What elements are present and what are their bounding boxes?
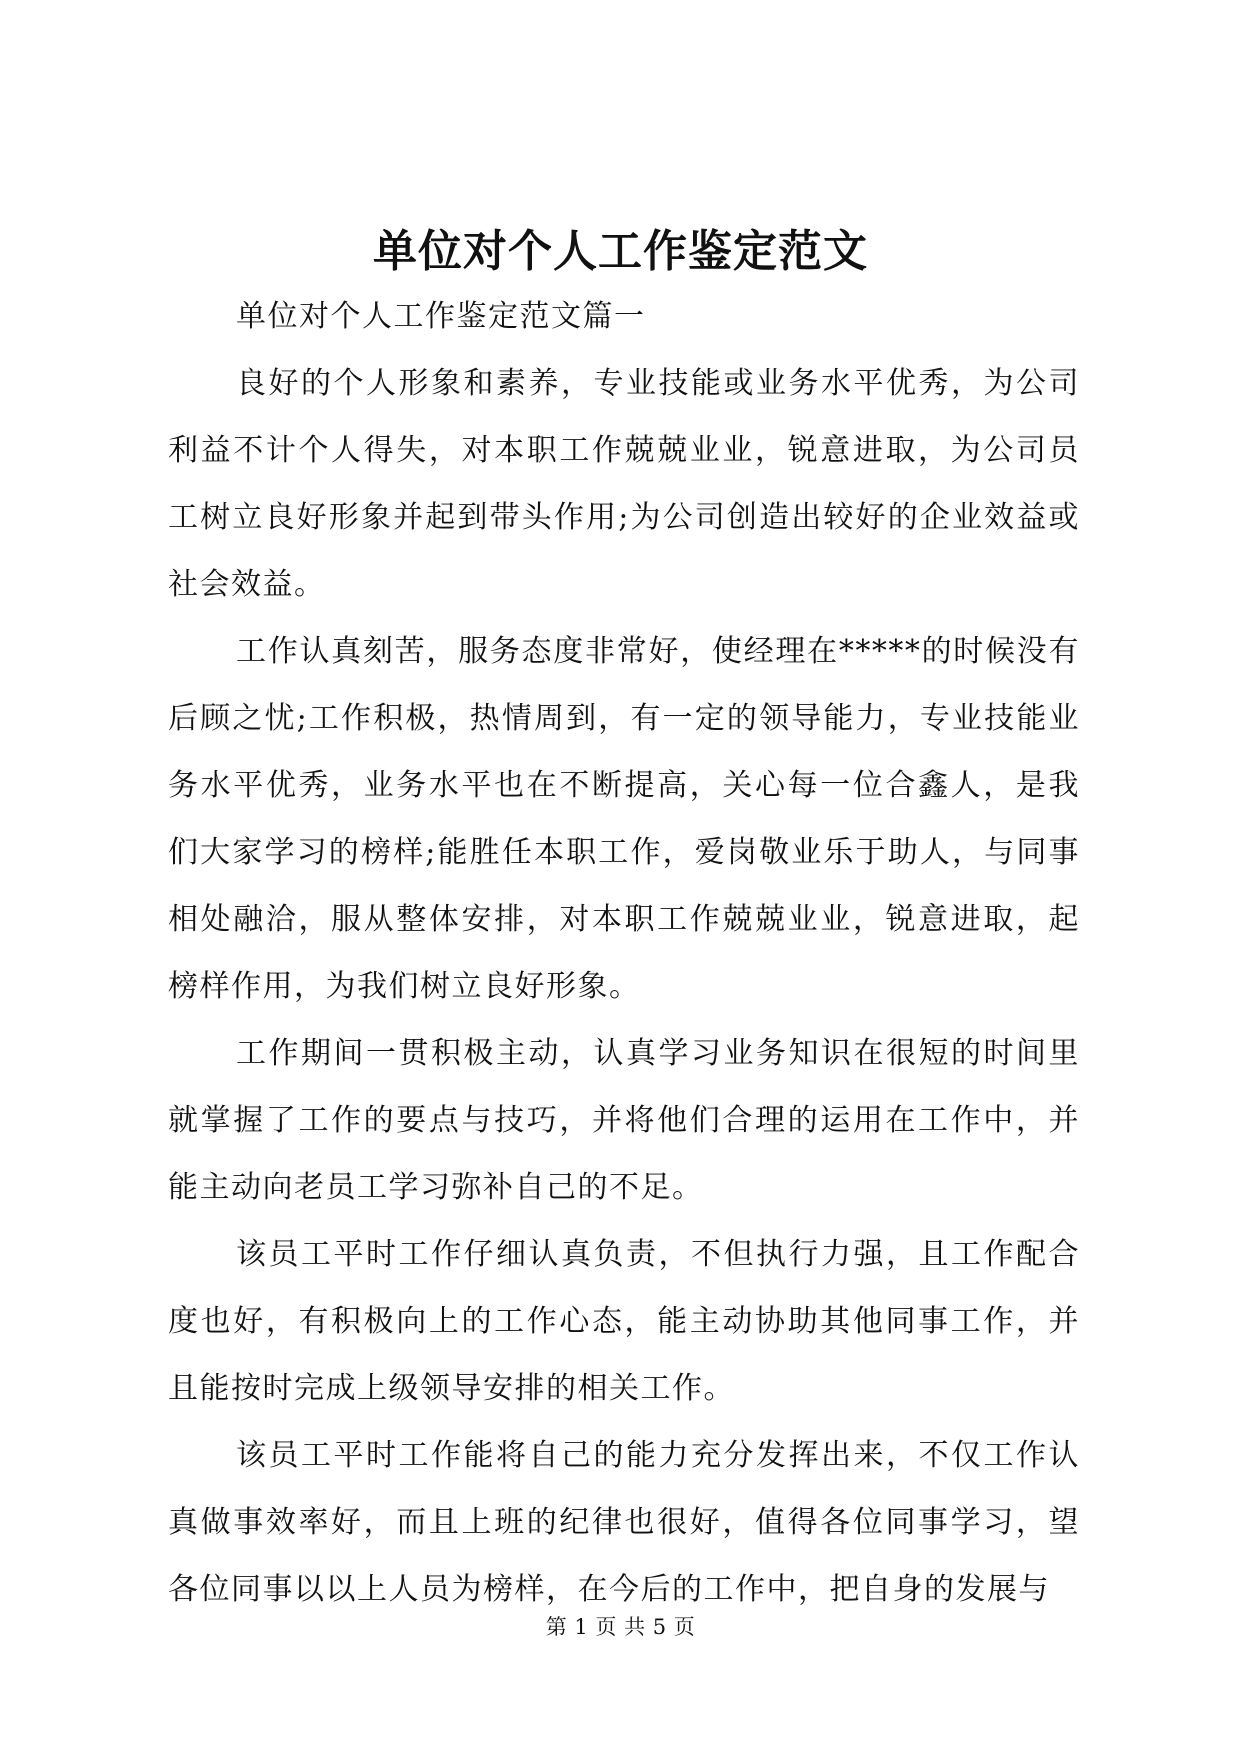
document-title: 单位对个人工作鉴定范文 — [373, 226, 868, 277]
paragraph: 该员工平时工作仔细认真负责，不但执行力强，且工作配合度也好，有积极向上的工作心态，能主动协助其他同事工作，并且能按时完成上级领导安排的相关工作。 — [168, 1237, 1080, 1406]
paragraph: 工作期间一贯积极主动，认真学习业务知识在很短的时间里就掌握了工作的要点与技巧，并将他们合理的运用在工作中，并能主动向老员工学习弥补自己的不足。 — [168, 1036, 1080, 1205]
paragraph: 该员工平时工作能将自己的能力充分发挥出来，不仅工作认真做事效率好，而且上班的纪律也很好，值得各位同事学习，望各位同事以以上人员为榜样，在今后的工作中，把自身的发展与 — [168, 1438, 1080, 1607]
page-footer: 第 1 页 共 5 页 — [545, 1615, 696, 1639]
section-heading: 单位对个人工作鉴定范文篇一 — [236, 299, 646, 334]
paragraph: 良好的个人形象和素养，专业技能或业务水平优秀，为公司利益不计个人得失，对本职工作兢兢业业，锐意进取，为公司员工树立良好形象并起到带头作用;为公司创造出较好的企业效益或社会效益。 — [168, 366, 1080, 602]
document-body — [168, 283, 1080, 1623]
paragraph: 工作认真刻苦，服务态度非常好，使经理在*****的时候没有后顾之忧;工作积极，热情周到，有一定的领导能力，专业技能业务水平优秀，业务水平也在不断提高，关心每一位合鑫人，是我们大家学习的榜样;能胜任本职工作，爱岗敬业乐于助人，与同事相处融洽，服从整体安排，对本职工作兢兢业业，锐意进取，起榜样作用，为我们树立良好形象。 — [168, 634, 1080, 1004]
